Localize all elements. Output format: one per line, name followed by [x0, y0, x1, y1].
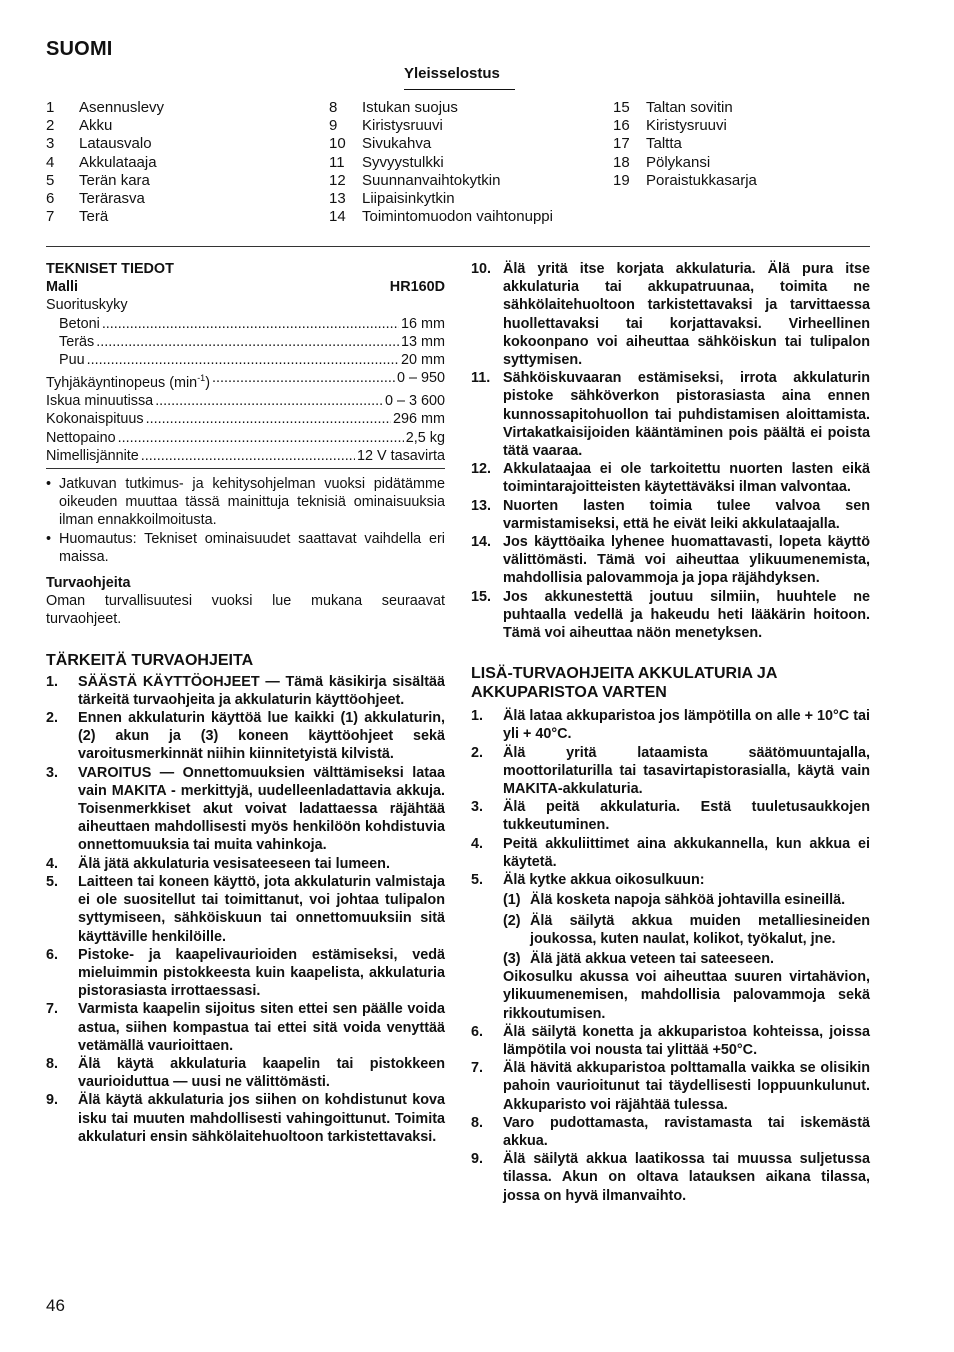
- part-number: 1: [46, 99, 55, 116]
- part-number: 10: [329, 135, 346, 153]
- list-text: Älä käytä akkulaturia jos siihen on kohdistunut kova isku tai muuten mahdollisesti vahingoittunut. Toimita akkulaturi ensin sähkölaitehuoltoon tarkistettavaksi.: [78, 1092, 445, 1145]
- part-item: [329, 154, 553, 172]
- sub-text: Älä jätä akkua veteen tai sateeseen.: [530, 950, 774, 967]
- part-item: [329, 117, 553, 135]
- list-text: Älä käytä akkulaturia kaapelin tai pistokkeen vaurioiduttua — uusi ne välittömästi.: [78, 1055, 445, 1091]
- list-number: 1.: [46, 673, 59, 690]
- list-number: 1.: [471, 708, 484, 725]
- spec-noload-row: [46, 369, 445, 392]
- additional-title: LISÄ-TURVAOHJEITA AKKULATURIA JA AKKUPARISTOA VARTEN: [471, 665, 777, 702]
- list-item: [471, 1114, 870, 1150]
- part-number: 5: [46, 171, 55, 189]
- spec-value: 2,5 kg: [405, 429, 445, 446]
- part-label: Liipaisinkytkin: [362, 190, 455, 208]
- list-text: Älä säilytä konetta ja akkuparistoa kohteissa, joissa lämpötila voi nousta tai ylittää +50°C.: [503, 1023, 870, 1058]
- spec-row: [46, 447, 445, 465]
- list-text: Älä jätä akkulaturia vesisateeseen tai lumeen.: [78, 855, 390, 872]
- part-label: Latausvalo: [79, 135, 152, 153]
- list-item: [471, 460, 870, 496]
- bullet-marker: •: [46, 530, 52, 547]
- sub-item: [471, 950, 870, 968]
- list-text: Älä säilytä akkua laatikossa tai muussa suljetussa tilassa. Akun on oltava latauksen aikana tilassa, jossa on hyvä ilmanvaihto.: [503, 1151, 870, 1204]
- additional-sublist: [471, 891, 870, 968]
- bullet-text: Huomautus: Tekniset ominaisuudet saattavat vaihdella eri maissa.: [59, 530, 445, 565]
- list-text: Nuorten lasten toimia tulee valvoa sen varmistamiseksi, että he eivät leiki akkulataajalla.: [503, 497, 870, 532]
- list-number: 4.: [46, 855, 59, 872]
- dot-leader: [155, 392, 383, 410]
- part-label: Syvyystulkki: [362, 153, 444, 171]
- part-number: 8: [329, 99, 338, 116]
- bullet-text: Jatkuvan tutkimus- ja kehitysohjelman vuoksi pidätämme oikeuden muuttaa tässä mainittuja teknisiä ominaisuuksia ilman ennakkoilmoitusta.: [59, 476, 445, 529]
- additional-list-b: [471, 1023, 870, 1205]
- list-number: 6.: [46, 946, 59, 963]
- page-number: 46: [46, 1296, 65, 1315]
- part-label: Poraistukkasarja: [646, 171, 757, 189]
- list-text: Älä yritä itse korjata akkulaturia. Älä pura itse akkulaturia tai akkupatruunaa, toimita ne sähkölaitehuoltoon tarkistettavaksi ja tarvittaessa huollettavaksi tai korjattavaksi. Virheellinen kokoonpano voi aiheuttaa sähköiskun tai tulipalon syttymisen.: [503, 261, 870, 369]
- list-item: [46, 1091, 445, 1146]
- parts-column-2: [329, 99, 553, 226]
- list-number: 8.: [46, 1055, 59, 1072]
- part-number: 11: [329, 153, 345, 171]
- part-item: [46, 208, 164, 226]
- list-item: [471, 871, 870, 889]
- part-number: 7: [46, 208, 55, 226]
- list-text: Akkulataajaa ei ole tarkoitettu nuorten lasten eikä toimintarajoitteisten käytettäväksi ilman valvontaa.: [503, 461, 870, 496]
- list-item: [471, 497, 870, 533]
- list-number: 7.: [46, 1001, 59, 1018]
- list-text: Jos akkunestettä joutuu silmiin, huuhtele ne puhtaalla vedellä ja hakeudu heti lääkärin hoitoon. Tämä voi aiheuttaa näön menetyksen.: [503, 588, 870, 642]
- left-column: [46, 260, 445, 1146]
- list-number: 11.: [471, 370, 491, 387]
- spec-label: Puu: [59, 352, 85, 369]
- part-item: [329, 172, 553, 190]
- list-number: 14.: [471, 534, 492, 551]
- part-label: Akkulataaja: [79, 153, 157, 171]
- list-item: [46, 873, 445, 946]
- bullet-item: [46, 530, 445, 566]
- safety-intro-text: Oman turvallisuutesi vuoksi lue mukana seuraavat turvaohjeet.: [46, 593, 445, 628]
- spec-value: 16 mm: [401, 315, 445, 332]
- list-text: Laitteen tai koneen käyttö, jota akkulaturin valmistaja ei ole suositellut tai toimittanut, voi johtaa tulipalon syttymiseen, sähköiskuun tai onnettomuuksiin sitä käyttäville henkilöille.: [78, 873, 445, 945]
- list-number: 13.: [471, 497, 492, 514]
- list-item: [46, 855, 445, 873]
- part-item: [613, 99, 757, 117]
- list-text: Jos käyttöaika lyhenee huomattavasti, lopeta käyttö välittömästi. Tämä voi aiheuttaa ylikuumenemista, mahdollisia palovammoja ja jopa räjähdyksen.: [503, 534, 870, 587]
- part-label: Suunnanvaihtokytkin: [362, 171, 501, 189]
- list-number: 12.: [471, 461, 492, 478]
- part-item: [329, 99, 553, 117]
- spec-label: Nettopaino: [46, 429, 116, 446]
- sub-number: (3): [503, 950, 521, 967]
- spec-model-label: Malli: [46, 279, 78, 296]
- list-number: 6.: [471, 1023, 484, 1040]
- part-item: [46, 135, 164, 153]
- spec-capacity-label: Suorituskyky: [46, 297, 128, 314]
- spec-label: Teräs: [59, 333, 95, 350]
- sub-number: (1): [503, 892, 521, 909]
- part-item: [613, 172, 757, 190]
- list-number: 9.: [46, 1092, 59, 1109]
- list-item: [471, 260, 870, 369]
- bullet-marker: •: [46, 476, 52, 493]
- part-label: Terärasva: [79, 190, 145, 208]
- part-label: Kiristysruuvi: [646, 117, 727, 135]
- list-text: SÄÄSTÄ KÄYTTÖOHJEET — Tämä käsikirja sisältää tärkeitä turvaohjeita ja akkulaturin käyttöohjeet.: [78, 673, 445, 708]
- part-label: Akku: [79, 117, 113, 135]
- list-item: [46, 764, 445, 855]
- dot-leader: [96, 333, 399, 351]
- list-item: [471, 835, 870, 871]
- part-item: [329, 190, 553, 208]
- list-item: [46, 1055, 445, 1091]
- part-label: Terä: [79, 208, 109, 226]
- list-number: 15.: [471, 588, 492, 605]
- list-number: 5.: [471, 872, 484, 889]
- specs-title: TEKNISET TIEDOT: [46, 261, 174, 277]
- important-list: [46, 673, 445, 1146]
- part-label: Asennuslevy: [79, 99, 165, 116]
- part-item: [613, 154, 757, 172]
- part-number: 4: [46, 153, 55, 171]
- part-number: 3: [46, 135, 55, 153]
- part-number: 9: [329, 117, 338, 135]
- spec-label: Betoni: [59, 315, 100, 332]
- list-number: 2.: [471, 744, 484, 761]
- part-item: [613, 135, 757, 153]
- spec-value: 20 mm: [401, 352, 445, 369]
- spec-row: [59, 315, 445, 333]
- part-number: 15: [613, 99, 630, 116]
- additional-list-a: [471, 707, 870, 889]
- part-item: [46, 172, 164, 190]
- list-text: Sähköiskuvaaran estämiseksi, irrota akkulaturin pistoke sähköverkon pistorasiasta aina ennen kunnossapitohuollon tai puhdistamisen aloittamista. Virtakatkaisijoiden kääntäminen pois päältä ei poista tätä vaaraa.: [503, 370, 870, 460]
- additional-continuation: Oikosulku akussa voi aiheuttaa suuren virtahävion, ylikuumenemisen, mahdollisia palovammoja sekä rikkoutumisen.: [503, 969, 870, 1022]
- parts-title: Yleisselostus: [404, 65, 500, 82]
- spec-model-row: [46, 278, 445, 296]
- parts-title-underline: [404, 89, 515, 90]
- list-item: [471, 1150, 870, 1205]
- list-text: Älä kytke akkua oikosulkuun:: [503, 872, 705, 889]
- list-item: [46, 673, 445, 709]
- part-number: 2: [46, 117, 55, 135]
- part-label: Toimintomuodon vaihtonuppi: [362, 208, 553, 226]
- part-item: [46, 190, 164, 208]
- part-item: [46, 99, 164, 117]
- spec-label: Nimellisjännite: [46, 447, 139, 464]
- list-item: [471, 744, 870, 799]
- part-label: Taltta: [646, 135, 682, 153]
- list-text: Peitä akkuliittimet aina akkukannella, kun akkua ei käytetä.: [503, 835, 870, 870]
- list-number: 8.: [471, 1114, 484, 1131]
- specs-divider: [46, 468, 445, 469]
- list-text: Älä yritä lataamista säätömuuntajalla, moottorilaturilla tai tasavirtapistorasialla, käytä vain MAKITA-akkulaturia.: [503, 744, 870, 798]
- list-item: [471, 1023, 870, 1059]
- sub-item: [471, 912, 870, 948]
- list-item: [471, 533, 870, 588]
- part-label: Pölykansi: [646, 153, 711, 171]
- part-item: [329, 208, 553, 226]
- spec-row: [59, 333, 445, 351]
- part-number: 16: [613, 117, 630, 135]
- parts-column-1: [46, 99, 164, 226]
- part-label: Taltan sovitin: [646, 99, 733, 116]
- list-text: Ennen akkulaturin käyttöä lue kaikki (1) akkulaturin, (2) akun ja (3) koneen käyttöohjeet sekä varoitusmerkinnät niihin kiinnitetyistä kilvistä.: [78, 710, 445, 763]
- list-number: 10.: [471, 261, 492, 277]
- list-item: [471, 707, 870, 743]
- list-number: 4.: [471, 835, 484, 852]
- list-text: Varmista kaapelin sijoitus siten ettei sen päälle voida astua, siihen kompastua tai ettei sitä voida venyttää vetämällä vaurioittaen.: [78, 1001, 445, 1054]
- list-number: 2.: [46, 710, 59, 727]
- part-label: Kiristysruuvi: [362, 117, 443, 135]
- list-number: 7.: [471, 1060, 484, 1077]
- part-number: 12: [329, 171, 346, 189]
- spec-row: [46, 410, 445, 428]
- spec-row: [59, 351, 445, 369]
- part-number: 17: [613, 135, 630, 153]
- spec-row: [46, 429, 445, 447]
- list-number: 3.: [46, 764, 59, 781]
- part-number: 18: [613, 153, 630, 171]
- language-heading: SUOMI: [46, 38, 113, 60]
- sub-item: [471, 891, 870, 909]
- part-item: [329, 135, 553, 153]
- part-number: 13: [329, 190, 346, 208]
- list-number: 9.: [471, 1151, 484, 1168]
- spec-notes: [46, 475, 445, 566]
- bullet-item: [46, 475, 445, 530]
- spec-capacity-list: [46, 315, 445, 370]
- spec-label: Iskua minuutissa: [46, 393, 154, 410]
- spec-noload-value: 0 – 950: [396, 370, 445, 387]
- important-list-continued: [471, 260, 870, 642]
- part-item: [46, 154, 164, 172]
- list-item: [46, 1000, 445, 1055]
- part-item: [613, 117, 757, 135]
- spec-label: Kokonaispituus: [46, 411, 144, 428]
- list-number: 5.: [46, 873, 59, 890]
- sub-text: Älä säilytä akkua muiden metalliesineiden joukossa, kuten naulat, kolikot, työkalut, jne.: [530, 912, 870, 947]
- list-item: [46, 946, 445, 1001]
- spec-value: 296 mm: [393, 411, 445, 428]
- sub-text: Älä kosketa napoja sähköä johtavilla esineillä.: [530, 892, 846, 909]
- sub-number: (2): [503, 912, 521, 929]
- dot-leader: [102, 315, 399, 333]
- safety-intro-title: Turvaohjeita: [46, 575, 131, 592]
- part-label: Istukan suojus: [362, 99, 458, 116]
- spec-rows: [46, 392, 445, 465]
- list-item: [471, 588, 870, 643]
- part-number: 14: [329, 208, 346, 226]
- part-label: Terän kara: [79, 171, 150, 189]
- dot-leader: [118, 429, 404, 447]
- spec-value: 0 – 3 600: [384, 393, 445, 410]
- list-text: Älä peitä akkulaturia. Estä tuuletusaukkojen tukkeutuminen.: [503, 799, 870, 834]
- list-text: Varo pudottamasta, ravistamasta tai iskemästä akkua.: [503, 1114, 870, 1149]
- spec-value: 12 V tasavirta: [357, 447, 445, 464]
- part-number: 19: [613, 171, 630, 189]
- spec-value: 13 mm: [401, 333, 445, 350]
- spec-row: [46, 392, 445, 410]
- list-item: [471, 1059, 870, 1114]
- list-item: [471, 798, 870, 834]
- list-text: VAROITUS — Onnettomuuksien välttämiseksi lataa vain MAKITA - merkittyjä, uudelleenladattavia akkuja. Toisenmerkkiset akut voivat ladattaessa räjähtää aiheuttaen mahdollisesti myös henkilöön kohdistuvia onnettomuuksia tai muita vahinkoja.: [78, 764, 445, 854]
- right-column: [471, 260, 870, 1205]
- spec-noload-label: Tyhjäkäyntinopeus $(\min^{-1})$: [46, 373, 210, 392]
- part-item: [46, 117, 164, 135]
- dot-leader: [87, 351, 399, 369]
- parts-column-3: [613, 99, 757, 190]
- part-number: 6: [46, 190, 55, 208]
- dot-leader: [146, 410, 391, 428]
- dot-leader: [141, 447, 355, 465]
- list-number: 3.: [471, 799, 484, 816]
- list-text: Pistoke- ja kaapelivaurioiden estämiseksi, vedä mieluimmin pistokkeesta kuin kaapelista, akkulaturia pistorasiasta irrottaessasi.: [78, 946, 445, 1000]
- list-text: Älä hävitä akkuparistoa polttamalla vaikka se olisikin pahoin vaurioitunut tai täydellisesti loppuunkulunut. Akkuparisto voi räjähtää tulessa.: [503, 1060, 870, 1113]
- important-title: TÄRKEITÄ TURVAOHJEITA: [46, 651, 254, 669]
- list-item: [471, 369, 870, 460]
- spec-model-value: HR160D: [389, 279, 445, 296]
- list-item: [46, 709, 445, 764]
- section-divider: [46, 246, 870, 247]
- list-text: Älä lataa akkuparistoa jos lämpötilla on alle + 10°C tai yli + 40°C.: [503, 708, 870, 743]
- part-label: Sivukahva: [362, 135, 432, 153]
